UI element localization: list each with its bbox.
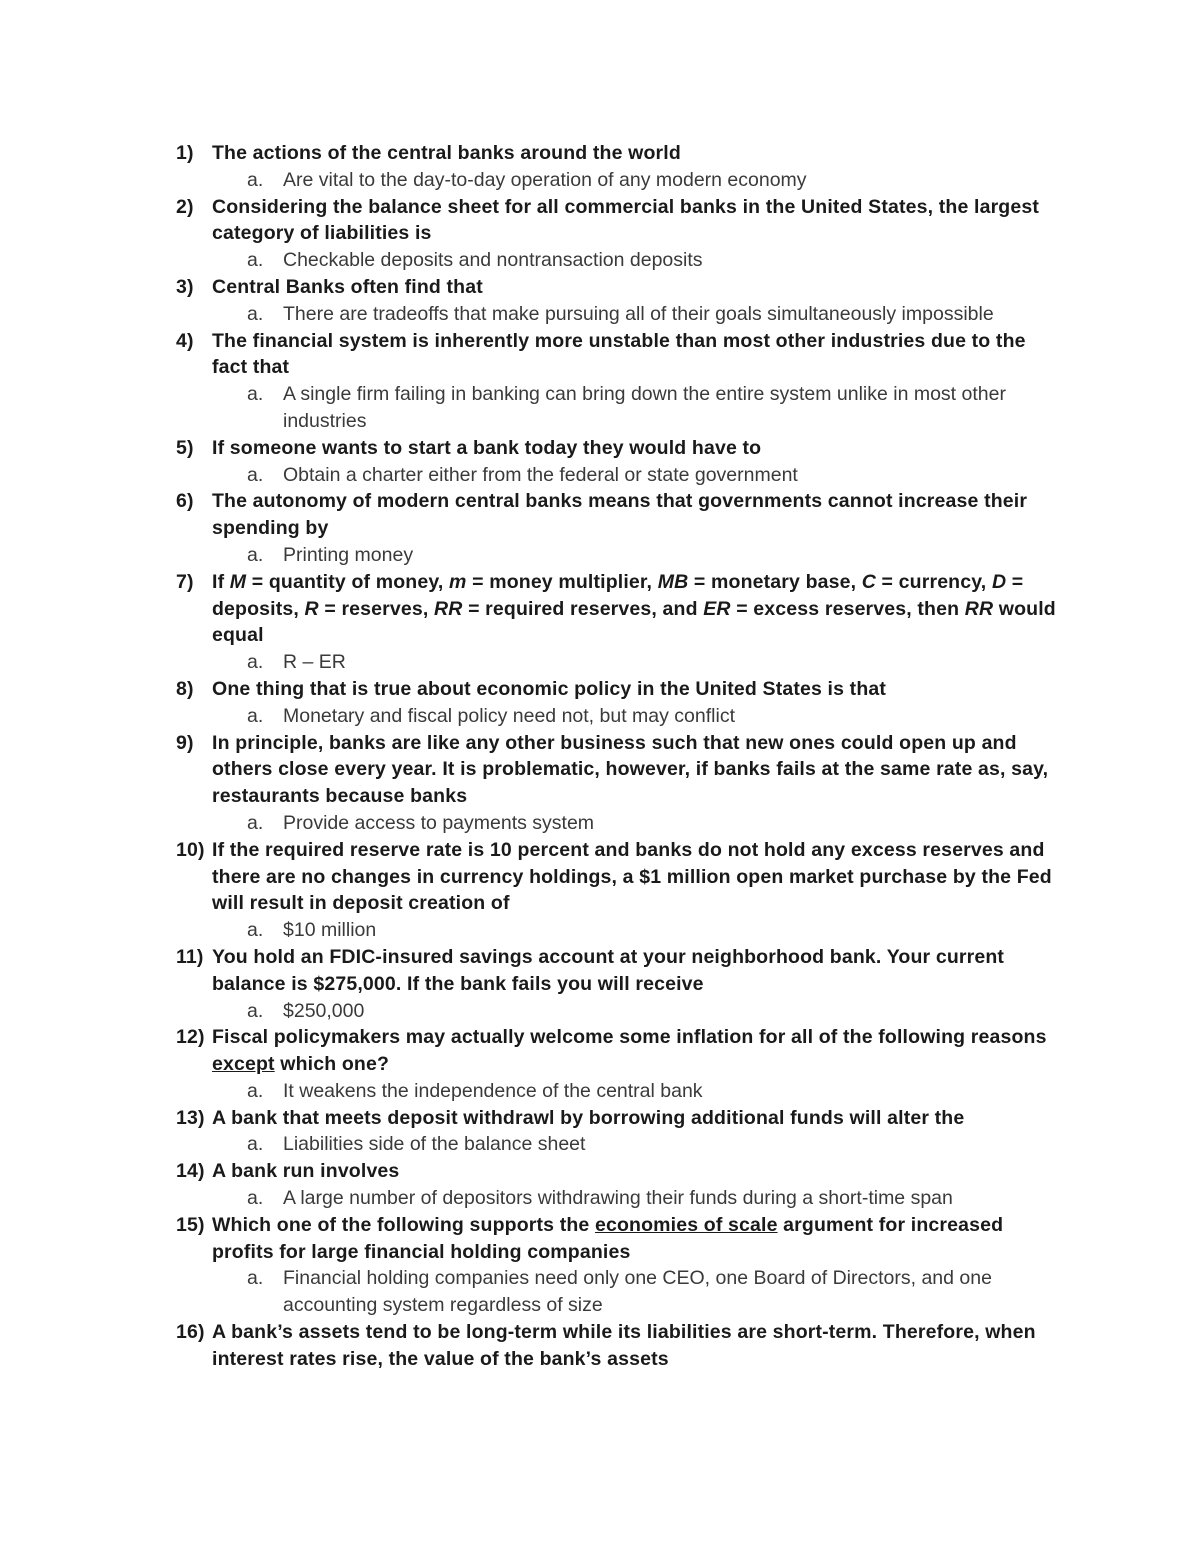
question-span: = currency, bbox=[875, 570, 992, 593]
variable-span: MB bbox=[657, 570, 689, 593]
question-span: would equal bbox=[212, 597, 1056, 647]
question-number: 10) bbox=[176, 838, 205, 861]
answer-letter: a. bbox=[247, 651, 264, 674]
question-span: The actions of the central banks around the world bbox=[212, 142, 681, 164]
question-span: If the required reserve rate is 10 percent and banks do not hold any excess reserves and there are no changes in currency holdings, a $1 million open market purchase by the Fed will result in deposit creation of bbox=[212, 838, 1052, 915]
question-span: You hold an FDIC-insured savings account at your neighborhood bank. Your current balance is $275,000. If the bank fails you will receive bbox=[212, 945, 1005, 995]
question-text bbox=[0, 1158, 1062, 1185]
question-text bbox=[0, 1212, 1062, 1266]
question-span: = deposits, bbox=[212, 570, 1024, 620]
answer-text bbox=[0, 998, 1043, 1025]
variable-span: m bbox=[449, 570, 467, 593]
answer-span: R – ER bbox=[283, 651, 346, 674]
answer-text bbox=[0, 1131, 1043, 1158]
answer-letter: a. bbox=[247, 168, 264, 191]
question-number: 13) bbox=[176, 1106, 205, 1129]
question-item bbox=[0, 435, 1200, 489]
question-number: 7) bbox=[176, 570, 194, 593]
question-text bbox=[0, 328, 1062, 382]
question-item bbox=[0, 837, 1200, 944]
question-span: = required reserves, and bbox=[462, 597, 704, 620]
question-item bbox=[0, 140, 1200, 194]
answer-text bbox=[0, 167, 1043, 194]
question-span: A bank run involves bbox=[212, 1160, 400, 1183]
question-item bbox=[0, 676, 1200, 730]
answer-span: Checkable deposits and nontransaction deposits bbox=[283, 249, 703, 272]
answer-text bbox=[0, 381, 1043, 435]
variable-span: D bbox=[991, 570, 1007, 593]
question-span: = money multiplier, bbox=[466, 570, 658, 593]
question-span: = quantity of money, bbox=[246, 570, 450, 593]
answer-text bbox=[0, 247, 1043, 274]
question-text bbox=[0, 1319, 1062, 1373]
answer-letter: a. bbox=[247, 383, 264, 406]
question-number: 9) bbox=[176, 731, 194, 754]
answer-text bbox=[0, 810, 1043, 837]
question-text bbox=[0, 1024, 1062, 1078]
question-item bbox=[0, 1212, 1200, 1319]
question-span: If someone wants to start a bank today they would have to bbox=[212, 436, 762, 459]
answer-span: There are tradeoffs that make pursuing all of their goals simultaneously impossible bbox=[283, 302, 994, 325]
question-span: which one? bbox=[274, 1053, 390, 1076]
question-text bbox=[0, 730, 1062, 810]
answer-letter: a. bbox=[247, 704, 264, 727]
question-text bbox=[0, 488, 1062, 542]
question-item bbox=[0, 1158, 1200, 1212]
answer-span: It weakens the independence of the central bank bbox=[283, 1079, 703, 1102]
question-span: The autonomy of modern central banks means that governments cannot increase their spending by bbox=[212, 490, 1028, 540]
question-item bbox=[0, 569, 1200, 676]
question-number: 1) bbox=[176, 142, 194, 164]
variable-span: M bbox=[229, 570, 247, 593]
variable-span: RR bbox=[964, 597, 994, 620]
question-item bbox=[0, 488, 1200, 568]
answer-text bbox=[0, 1078, 1043, 1105]
question-number: 4) bbox=[176, 329, 194, 352]
question-text bbox=[0, 1105, 1062, 1132]
question-number: 12) bbox=[176, 1026, 205, 1049]
question-text bbox=[0, 274, 1062, 301]
answer-letter: a. bbox=[247, 999, 264, 1022]
answer-letter: a. bbox=[247, 919, 264, 942]
variable-span: RR bbox=[434, 597, 463, 620]
answer-text bbox=[0, 703, 1043, 730]
answer-text bbox=[0, 1185, 1043, 1212]
question-number: 2) bbox=[176, 195, 194, 218]
variable-span: R bbox=[304, 597, 319, 620]
question-text bbox=[0, 837, 1062, 917]
answer-span: A single firm failing in banking can bring down the entire system unlike in most other industries bbox=[283, 383, 1006, 432]
question-item bbox=[0, 730, 1200, 837]
answer-text bbox=[0, 1265, 1043, 1319]
question-number: 16) bbox=[176, 1321, 205, 1344]
question-item bbox=[0, 274, 1200, 328]
answer-text bbox=[0, 917, 1043, 944]
question-number: 8) bbox=[176, 677, 194, 700]
question-span: Considering the balance sheet for all commercial banks in the United States, the largest category of liabilities is bbox=[212, 195, 1040, 245]
question-span: = reserves, bbox=[318, 597, 435, 620]
question-text bbox=[0, 569, 1062, 649]
question-text bbox=[0, 140, 1062, 167]
answer-span: Financial holding companies need only one CEO, one Board of Directors, and one accounting system regardless of size bbox=[283, 1267, 992, 1317]
question-text bbox=[0, 435, 1062, 462]
question-text bbox=[0, 194, 1062, 248]
answer-span: Printing money bbox=[283, 543, 414, 566]
answer-span: Provide access to payments system bbox=[283, 811, 595, 834]
answer-span: Obtain a charter either from the federal or state government bbox=[283, 463, 798, 486]
question-number: 15) bbox=[176, 1213, 205, 1236]
question-number: 14) bbox=[176, 1160, 205, 1183]
question-item bbox=[0, 1105, 1200, 1159]
question-item bbox=[0, 328, 1200, 435]
answer-text bbox=[0, 301, 1043, 328]
question-number: 5) bbox=[176, 436, 194, 459]
answer-letter: a. bbox=[247, 1079, 264, 1102]
answer-letter: a. bbox=[247, 463, 264, 486]
answer-span: $250,000 bbox=[283, 999, 365, 1022]
question-span: = excess reserves, then bbox=[730, 597, 965, 620]
answer-text bbox=[0, 462, 1043, 489]
answer-span: Liabilities side of the balance sheet bbox=[283, 1133, 586, 1156]
answer-letter: a. bbox=[247, 249, 264, 272]
question-item bbox=[0, 1024, 1200, 1104]
question-span: Fiscal policymakers may actually welcome some inflation for all of the following reasons bbox=[212, 1026, 1047, 1049]
answer-text bbox=[0, 649, 1043, 676]
answer-letter: a. bbox=[247, 543, 264, 566]
question-span: If bbox=[212, 570, 230, 593]
variable-span: C bbox=[861, 570, 876, 593]
answer-letter: a. bbox=[247, 1133, 264, 1156]
underlined-span: economies of scale bbox=[594, 1213, 778, 1236]
variable-span: ER bbox=[703, 597, 731, 620]
question-item bbox=[0, 944, 1200, 1024]
question-item bbox=[0, 1319, 1200, 1373]
answer-span: $10 million bbox=[283, 919, 377, 942]
question-item bbox=[0, 194, 1200, 274]
answer-span: Monetary and fiscal policy need not, but may conflict bbox=[283, 704, 735, 727]
answer-letter: a. bbox=[247, 1187, 264, 1210]
question-span: One thing that is true about economic policy in the United States is that bbox=[212, 677, 887, 700]
question-span: Which one of the following supports the bbox=[212, 1213, 595, 1236]
question-number: 3) bbox=[176, 275, 194, 298]
question-span: A bank that meets deposit withdrawl by borrowing additional funds will alter the bbox=[212, 1106, 965, 1129]
question-text bbox=[0, 676, 1062, 703]
question-text bbox=[0, 944, 1062, 998]
question-span: argument for increased profits for large financial holding companies bbox=[212, 1213, 1004, 1263]
question-span: A bank’s assets tend to be long-term while its liabilities are short-term. Therefore, when interest rates rise, the value of the bank’s assets bbox=[212, 1321, 1036, 1370]
underlined-span: except bbox=[212, 1053, 275, 1076]
answer-letter: a. bbox=[247, 302, 264, 325]
question-number: 6) bbox=[176, 490, 194, 513]
answer-span: A large number of depositors withdrawing their funds during a short-time span bbox=[283, 1187, 953, 1210]
answer-letter: a. bbox=[247, 811, 264, 834]
question-span: Central Banks often find that bbox=[212, 275, 483, 298]
question-list bbox=[0, 140, 1200, 1373]
question-span: = monetary base, bbox=[688, 570, 862, 593]
question-span: The financial system is inherently more unstable than most other industries due to the fact that bbox=[212, 329, 1026, 379]
question-number: 11) bbox=[176, 945, 204, 968]
answer-letter: a. bbox=[247, 1267, 264, 1290]
question-span: In principle, banks are like any other business such that new ones could open up and others close every year. It is problematic, however, if banks fails at the same rate as, say, restaurants because banks bbox=[212, 731, 1049, 808]
answer-text bbox=[0, 542, 1043, 569]
answer-span: Are vital to the day-to-day operation of any modern economy bbox=[283, 168, 807, 191]
